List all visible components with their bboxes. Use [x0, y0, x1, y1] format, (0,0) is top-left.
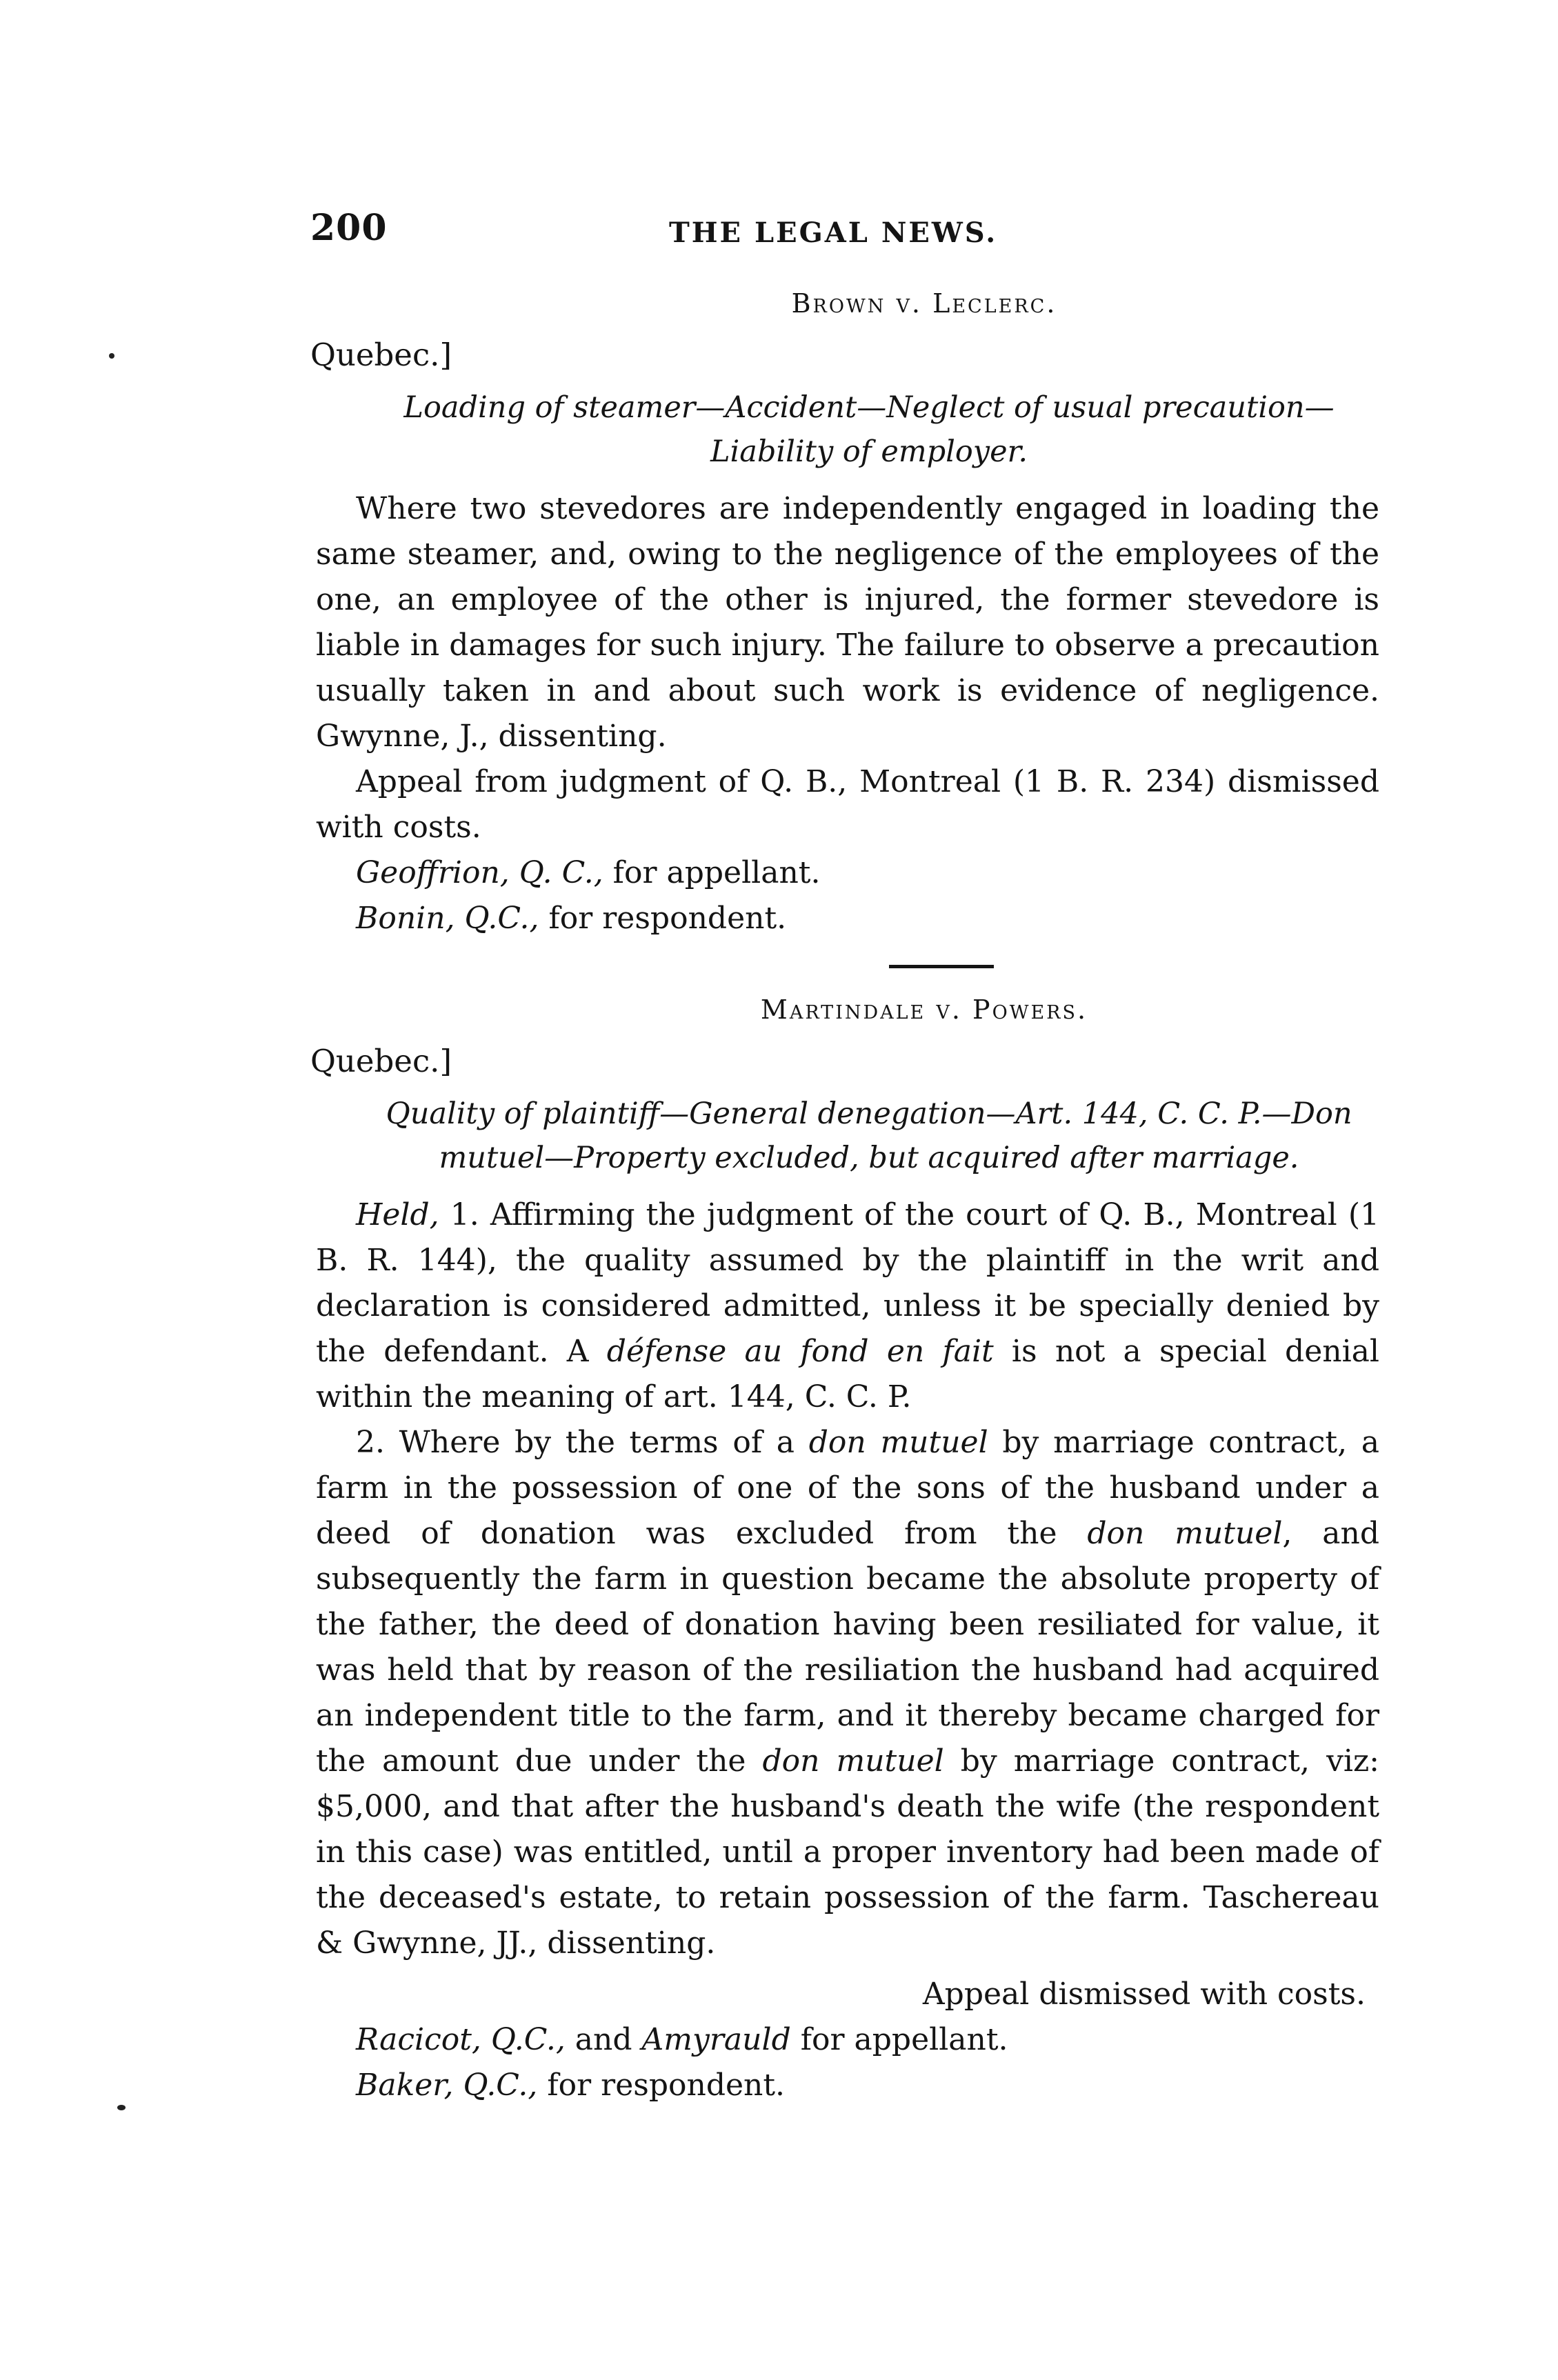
text-run: by marriage contract, a farm in the possession of one of the sons of the husband under a deed of donation was excluded from the — [316, 1425, 1379, 1551]
court-label: Quebec.] — [310, 337, 452, 373]
italic-run: don mutuel — [762, 1743, 944, 1779]
counsel-role: for respondent. — [539, 901, 787, 936]
italic-run: don mutuel — [808, 1425, 988, 1460]
running-head: THE LEGAL NEWS. — [669, 217, 998, 249]
counsel-name: Amyrauld — [641, 2022, 791, 2057]
held-label: Held, — [356, 1197, 439, 1232]
text-run: 1. Affirming the judgment of the court of Q. B., Montreal (1 B. R. 144), the quality assumed by the plaintiff in the writ and declaration is considered admitted, unless it be specially denied by the defendant. A — [316, 1197, 1379, 1369]
scan-speck — [117, 2105, 126, 2110]
text-run: is not a special denial within the meaning of art. 144, C. C. P. — [316, 1334, 1379, 1414]
counsel-role: and — [565, 2022, 642, 2057]
scan-speck — [109, 353, 114, 359]
case-title: Martindale v. Powers. — [760, 994, 1088, 1025]
counsel-appellant — [310, 2017, 1379, 2063]
counsel-role: for respondent. — [537, 2068, 786, 2103]
headnote-line: Quality of plaintiff—General denegation—Art. 144, C. C. P.—Don — [386, 1097, 1352, 1131]
case-title: Brown v. Leclerc. — [791, 288, 1057, 319]
headnote-line: mutuel—Property excluded, but acquired after marriage. — [439, 1141, 1299, 1175]
case-martindale-v-powers — [310, 994, 1379, 2108]
paragraph: Appeal from judgment of Q. B., Montreal (1 B. R. 234) dismissed with costs. — [316, 764, 1379, 845]
counsel-name: Geoffrion, Q. C., — [356, 855, 603, 890]
page-number: 200 — [310, 207, 388, 249]
counsel-name: Baker, Q.C., — [356, 2068, 538, 2103]
case-body — [316, 486, 1379, 850]
headnote — [359, 1092, 1379, 1180]
counsel-role: for appellant. — [790, 2022, 1008, 2057]
text-run: by marriage contract, viz: $5,000, and that after the husband's death the wife (the respondent in this case) was entitled, until a proper inventory had been made of the deceased's estate, to retain possession of the farm. Taschereau & Gwynne, JJ., dissenting. — [316, 1743, 1380, 1961]
paragraph — [316, 1192, 1379, 1420]
italic-run: don mutuel — [1087, 1516, 1283, 1551]
paragraph: Where two stevedores are independently engaged in loading the same steamer, and, owing to the negligence of the employees of the one, an employee of the other is injured, the former stevedore is liable in damages for such injury. The failure to observe a precaution usually taken in and about such work is evidence of negligence. Gwynne, J., dissenting. — [316, 491, 1379, 754]
court-label: Quebec.] — [310, 1043, 452, 1079]
paragraph — [316, 1420, 1379, 1966]
counsel-name: Bonin, Q.C., — [356, 901, 539, 936]
headnote — [359, 386, 1379, 474]
italic-run: défense au fond en fait — [606, 1334, 994, 1369]
text-run: 2. Where by the terms of a — [356, 1425, 809, 1460]
case-body — [316, 1192, 1379, 1966]
case-brown-v-leclerc — [310, 288, 1379, 941]
counsel-appellant — [310, 850, 1379, 896]
section-divider — [889, 965, 994, 968]
page-header — [310, 207, 1379, 255]
page — [310, 207, 1379, 2108]
counsel-respondent — [310, 896, 1379, 941]
headnote-line: Loading of steamer—Accident—Neglect of usual precaution— — [403, 390, 1335, 425]
headnote-line: Liability of employer. — [710, 434, 1028, 469]
counsel-role: for appellant. — [603, 855, 821, 890]
counsel-name: Racicot, Q.C., — [356, 2022, 566, 2057]
text-run: , and subsequently the farm in question became the absolute property of the father, the deed of donation having been resiliated for value, it was held that by reason of the resiliation the husband had acquired an independent title to the farm, and it thereby became charged for the amount due under the — [316, 1516, 1379, 1779]
disposition: Appeal dismissed with costs. — [922, 1977, 1366, 2012]
counsel-respondent — [310, 2063, 1379, 2108]
